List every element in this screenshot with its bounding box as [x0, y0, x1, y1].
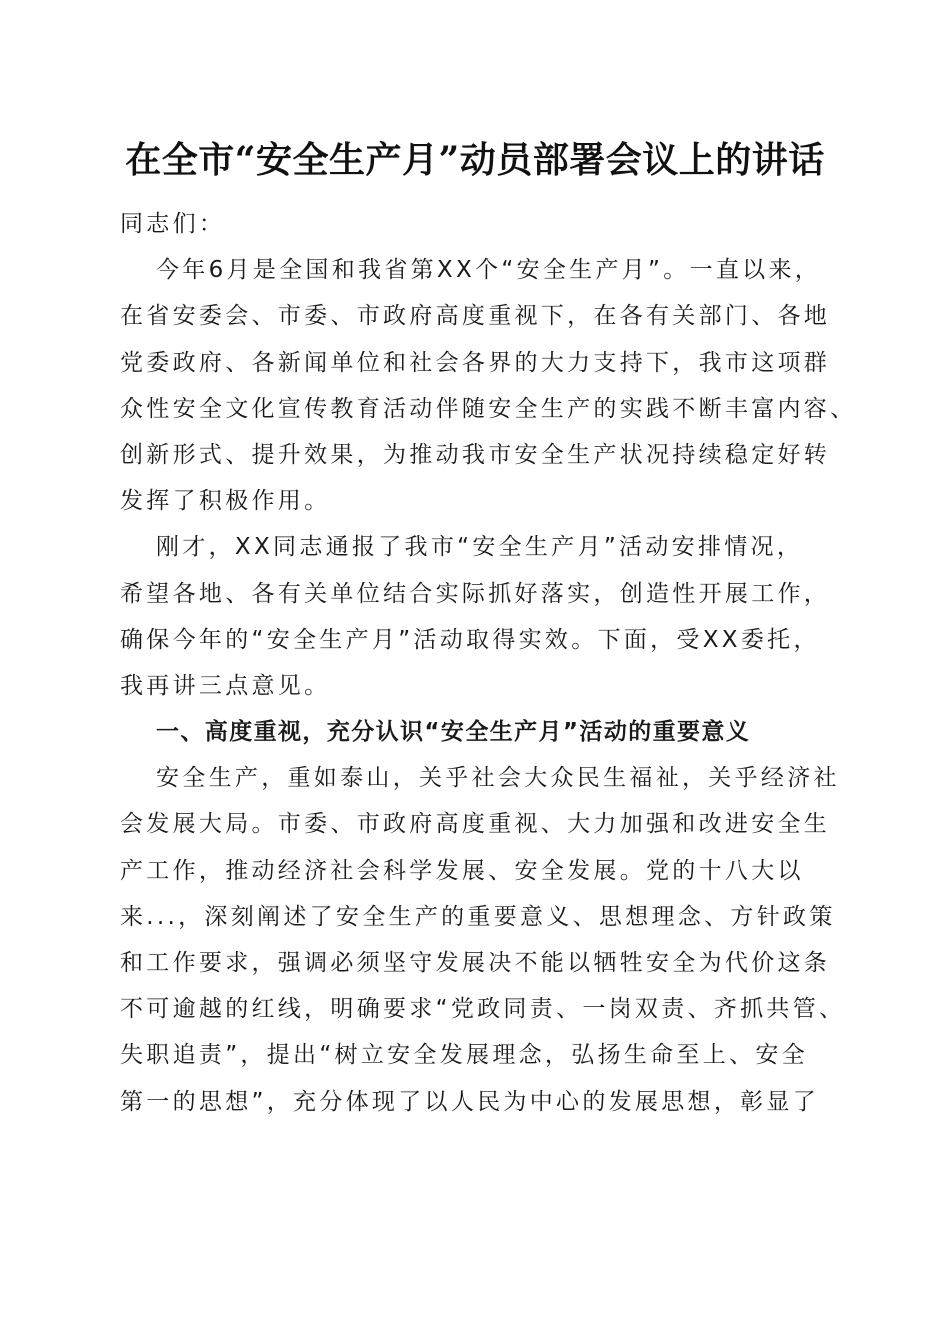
paragraph-line: 今年6月是全国和我省第XX个“安全生产月”。一直以来，	[156, 257, 822, 284]
paragraph-2	[120, 524, 831, 709]
paragraph-line: 会发展大局。市委、市政府高度重视、大力加强和改进安全生	[120, 811, 831, 838]
paragraph-line: 产工作，推动经济社会科学发展、安全发展。党的十八大以	[120, 857, 804, 884]
paragraph-line: 失职追责”，提出“树立安全发展理念，弘扬生命至上、安全	[120, 1042, 808, 1069]
document-body	[120, 201, 857, 1125]
paragraph-line: 确保今年的“安全生产月”活动取得实效。下面，受XX委托，	[120, 626, 820, 653]
paragraph-line: 党委政府、各新闻单位和社会各界的大力支持下，我市这项群	[120, 349, 831, 376]
paragraph-line: 不可逾越的红线，明确要求“党政同责、一岗双责、齐抓共管、	[120, 996, 846, 1023]
paragraph-line: 安全生产，重如泰山，关乎社会大众民生福祉，关乎经济社	[156, 765, 840, 792]
paragraph-line: 第一的思想”，充分体现了以人民为中心的发展思想，彰显了	[120, 1088, 820, 1115]
paragraph-line: 创新形式、提升效果，为推动我市安全生产状况持续稳定好转	[120, 441, 831, 468]
paragraph-line: 和工作要求，强调必须坚守发展决不能以牺牲安全为代价这条	[120, 950, 831, 976]
paragraph-line: 众性安全文化宣传教育活动伴随安全生产的实践不断丰富内容、	[120, 395, 857, 422]
paragraph-line: 发挥了积极作用。	[120, 488, 331, 515]
salutation: 同志们：	[120, 211, 226, 237]
paragraph-line: 我再讲三点意见。	[120, 672, 331, 699]
paragraph-3	[120, 755, 846, 1125]
section-heading-1: 一、高度重视，充分认识“安全生产月”活动的重要意义	[156, 719, 751, 746]
paragraph-line: 来...，深刻阐述了安全生产的重要意义、思想理念、方针政策	[120, 903, 836, 930]
paragraph-line: 在省安委会、市委、市政府高度重视下，在各有关部门、各地	[120, 303, 831, 330]
paragraph-1	[120, 247, 857, 524]
paragraph-line: 刚才，XX同志通报了我市“安全生产月”活动安排情况，	[156, 534, 804, 561]
paragraph-line: 希望各地、各有关单位结合实际抓好落实，创造性开展工作，	[120, 580, 831, 607]
document-title: 在全市“安全生产月”动员部署会议上的讲话	[125, 139, 825, 181]
